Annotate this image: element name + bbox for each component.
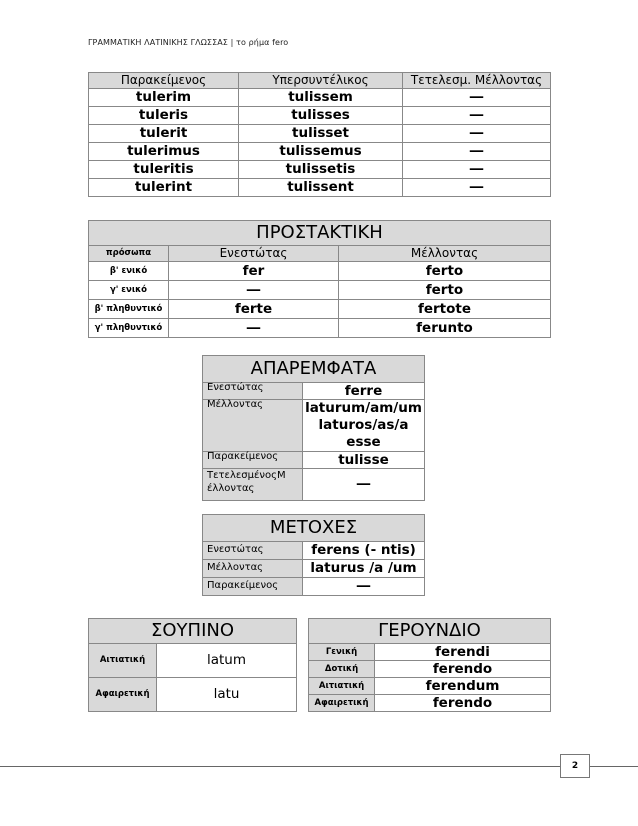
cell: ― <box>403 89 551 107</box>
table-row <box>89 678 551 695</box>
table-row <box>203 578 425 596</box>
table-row <box>89 179 551 197</box>
cell: ― <box>403 161 551 179</box>
cell: tulisses <box>239 107 403 125</box>
row-label: Παρακείμενος <box>203 452 303 469</box>
row-label: γ' πληθυντικό <box>89 319 169 338</box>
cell: tulerint <box>89 179 239 197</box>
cell: laturum/am/um laturos/as/a esse <box>303 400 425 452</box>
row-label: Αφαιρετική <box>89 678 157 712</box>
cell: ― <box>403 143 551 161</box>
spacer <box>297 644 309 712</box>
column-header: Μέλλοντας <box>339 246 551 262</box>
row-label: β' πληθυντικό <box>89 300 169 319</box>
table-row <box>89 300 551 319</box>
cell: tulissent <box>239 179 403 197</box>
perfect-tenses-table <box>88 72 551 197</box>
supine-title: ΣΟΥΠΙΝΟ <box>89 619 297 644</box>
table-row <box>203 542 425 560</box>
table-header-row <box>89 73 551 89</box>
row-label: ΤετελεσμένοςΜ έλλοντας <box>203 469 303 501</box>
table-row <box>203 560 425 578</box>
imperative-table <box>88 220 551 338</box>
section-title: ΑΠΑΡΕΜΦΑΤΑ <box>203 356 425 383</box>
cell: ferendo <box>375 661 551 678</box>
cell: ― <box>403 107 551 125</box>
cell: ferendi <box>375 644 551 661</box>
section-title: ΜΕΤΟΧΕΣ <box>203 515 425 542</box>
row-label: Αφαιρετική <box>309 695 375 712</box>
cell: tulissemus <box>239 143 403 161</box>
row-label: Μέλλοντας <box>203 400 303 452</box>
cell: tulerim <box>89 89 239 107</box>
cell: tulissetis <box>239 161 403 179</box>
row-label: Αιτιατική <box>89 644 157 678</box>
cell: ― <box>403 125 551 143</box>
cell: latum <box>157 644 297 678</box>
page-number: 2 <box>560 754 590 778</box>
row-label: Γενική <box>309 644 375 661</box>
cell: ― <box>403 179 551 197</box>
cell: tuleris <box>89 107 239 125</box>
row-label: Μέλλοντας <box>203 560 303 578</box>
row-label: Αιτιατική <box>309 678 375 695</box>
cell: ferre <box>303 383 425 400</box>
cell: tulerit <box>89 125 239 143</box>
cell: tulisset <box>239 125 403 143</box>
table-row <box>89 89 551 107</box>
row-label: Ενεστώτας <box>203 542 303 560</box>
cell: ― <box>169 281 339 300</box>
cell: ferto <box>339 262 551 281</box>
cell: ― <box>303 469 425 501</box>
infinitives-table <box>202 355 425 501</box>
row-label: Δοτική <box>309 661 375 678</box>
cell: fer <box>169 262 339 281</box>
row-label: Παρακείμενος <box>203 578 303 596</box>
participles-table <box>202 514 425 596</box>
column-header: Τετελεσμ. Μέλλοντας <box>403 73 551 89</box>
column-header: Παρακείμενος <box>89 73 239 89</box>
table-row <box>203 469 425 501</box>
cell: tulissem <box>239 89 403 107</box>
table-row <box>89 107 551 125</box>
table-row <box>203 383 425 400</box>
row-label: β' ενικό <box>89 262 169 281</box>
column-header: Ενεστώτας <box>169 246 339 262</box>
table-row <box>89 125 551 143</box>
cell: ferendum <box>375 678 551 695</box>
cell: latu <box>157 678 297 712</box>
cell: ferens (- ntis) <box>303 542 425 560</box>
column-header: Υπερσυντέλικος <box>239 73 403 89</box>
spacer <box>297 619 309 644</box>
cell: fertote <box>339 300 551 319</box>
row-label: γ' ενικό <box>89 281 169 300</box>
supine-gerund-table <box>88 618 551 712</box>
cell: ferunto <box>339 319 551 338</box>
cell: ― <box>303 578 425 596</box>
table-row <box>89 644 551 661</box>
table-row <box>89 143 551 161</box>
column-header: πρόσωπα <box>89 246 169 262</box>
cell: ferte <box>169 300 339 319</box>
table-row <box>89 319 551 338</box>
cell: ferendo <box>375 695 551 712</box>
table-row <box>203 400 425 452</box>
table-header-row <box>89 246 551 262</box>
row-label: Ενεστώτας <box>203 383 303 400</box>
table-row <box>89 281 551 300</box>
cell: tulerimus <box>89 143 239 161</box>
section-title: ΠΡΟΣΤΑΚΤΙΚΗ <box>89 221 551 246</box>
table-row <box>89 161 551 179</box>
cell: tuleritis <box>89 161 239 179</box>
table-row <box>89 262 551 281</box>
footer-rule <box>0 766 638 767</box>
running-header: ΓΡΑΜΜΑΤΙΚΗ ΛΑΤΙΝΙΚΗΣ ΓΛΩΣΣΑΣ | το ρήμα fero <box>88 38 289 47</box>
table-row <box>203 452 425 469</box>
cell: ― <box>169 319 339 338</box>
cell: tulisse <box>303 452 425 469</box>
gerund-title: ΓΕΡΟΥΝΔΙΟ <box>309 619 551 644</box>
cell: ferto <box>339 281 551 300</box>
cell: laturus /a /um <box>303 560 425 578</box>
